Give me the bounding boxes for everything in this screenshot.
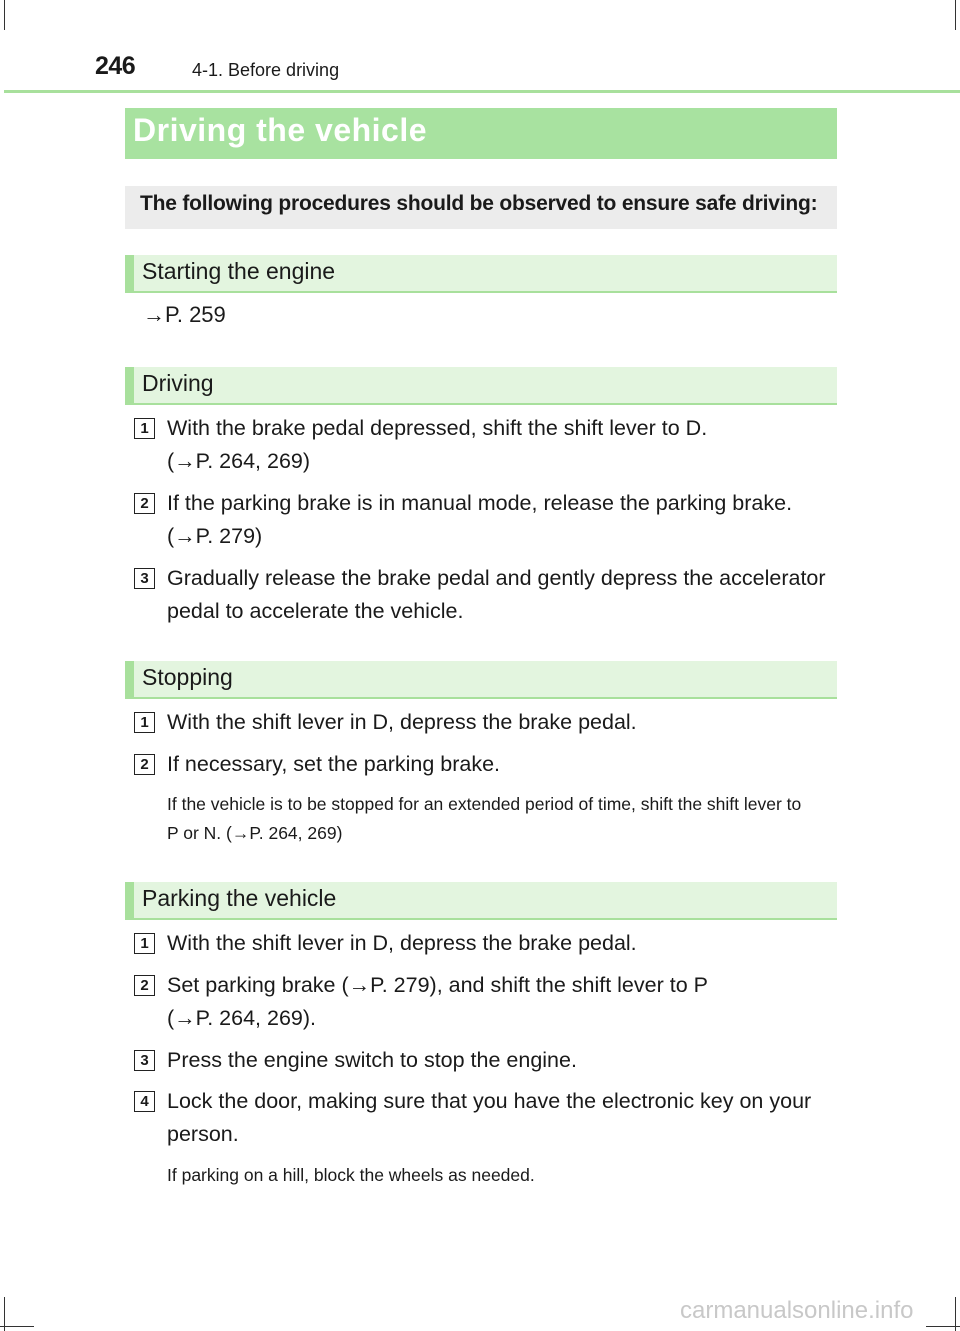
step-text bbox=[167, 706, 833, 739]
step-line: person. bbox=[167, 1122, 239, 1146]
crop-mark bbox=[4, 0, 5, 30]
section-parking bbox=[125, 882, 837, 920]
intro-box bbox=[125, 186, 837, 229]
section-heading: Starting the engine bbox=[142, 258, 336, 284]
step-number: 1 bbox=[134, 933, 155, 954]
watermark: carmanualsonline.info bbox=[680, 1297, 914, 1324]
section-accent-bar bbox=[125, 367, 134, 403]
step-text bbox=[167, 927, 833, 960]
page-title: Driving the vehicle bbox=[133, 112, 428, 148]
section-accent-bar bbox=[125, 882, 134, 918]
step-text bbox=[167, 412, 833, 478]
crop-mark bbox=[0, 1326, 34, 1327]
section-heading: Parking the vehicle bbox=[142, 885, 337, 911]
step-line: (→P. 279) bbox=[167, 524, 263, 548]
step-text bbox=[167, 562, 833, 628]
page-number: 246 bbox=[95, 52, 136, 80]
section-accent-bar bbox=[125, 661, 134, 697]
step-number: 3 bbox=[134, 1050, 155, 1071]
note-line: If the vehicle is to be stopped for an extended period of time, shift the shift lever to bbox=[167, 794, 802, 814]
note-text: If parking on a hill, block the wheels as needed. bbox=[167, 1165, 535, 1185]
step-number: 3 bbox=[134, 568, 155, 589]
step-number: 1 bbox=[134, 712, 155, 733]
step-number: 2 bbox=[134, 975, 155, 996]
step-line: Set parking brake (→P. 279), and shift the shift lever to P bbox=[167, 973, 708, 997]
section-heading: Driving bbox=[142, 370, 214, 396]
step-text bbox=[167, 969, 833, 1035]
step-text bbox=[167, 1085, 833, 1151]
header-rule bbox=[4, 90, 960, 93]
step-text bbox=[167, 748, 833, 781]
step-line: With the shift lever in D, depress the brake pedal. bbox=[167, 931, 637, 955]
step-text bbox=[167, 1044, 833, 1077]
step-line: If necessary, set the parking brake. bbox=[167, 752, 501, 776]
step-line: With the shift lever in D, depress the brake pedal. bbox=[167, 710, 637, 734]
section-heading: Stopping bbox=[142, 664, 233, 690]
chapter-title: 4-1. Before driving bbox=[192, 60, 340, 80]
step-line: Press the engine switch to stop the engine. bbox=[167, 1048, 577, 1072]
section-stopping bbox=[125, 661, 837, 699]
note-text bbox=[167, 790, 837, 848]
step-number: 2 bbox=[134, 493, 155, 514]
page-reference: →P. 259 bbox=[143, 302, 226, 327]
step-number: 4 bbox=[134, 1091, 155, 1112]
step-line: Gradually release the brake pedal and gently depress the accelerator bbox=[167, 566, 826, 590]
step-line: With the brake pedal depressed, shift the shift lever to D. bbox=[167, 416, 708, 440]
step-line: If the parking brake is in manual mode, release the parking brake. bbox=[167, 491, 793, 515]
step-line: Lock the door, making sure that you have the electronic key on your bbox=[167, 1089, 812, 1113]
crop-mark bbox=[955, 0, 956, 30]
crop-mark bbox=[955, 1297, 956, 1331]
step-text bbox=[167, 487, 833, 553]
section-accent-bar bbox=[125, 255, 134, 291]
intro-text: The following procedures should be observed to ensure safe driving: bbox=[140, 192, 818, 215]
section-driving bbox=[125, 367, 837, 405]
step-line: (→P. 264, 269) bbox=[167, 449, 311, 473]
step-number: 1 bbox=[134, 418, 155, 439]
page-title-bar bbox=[125, 108, 837, 159]
step-number: 2 bbox=[134, 754, 155, 775]
step-line: (→P. 264, 269). bbox=[167, 1006, 316, 1030]
step-line: pedal to accelerate the vehicle. bbox=[167, 599, 464, 623]
section-starting-engine bbox=[125, 255, 837, 293]
note-line: P or N. (→P. 264, 269) bbox=[167, 823, 343, 843]
